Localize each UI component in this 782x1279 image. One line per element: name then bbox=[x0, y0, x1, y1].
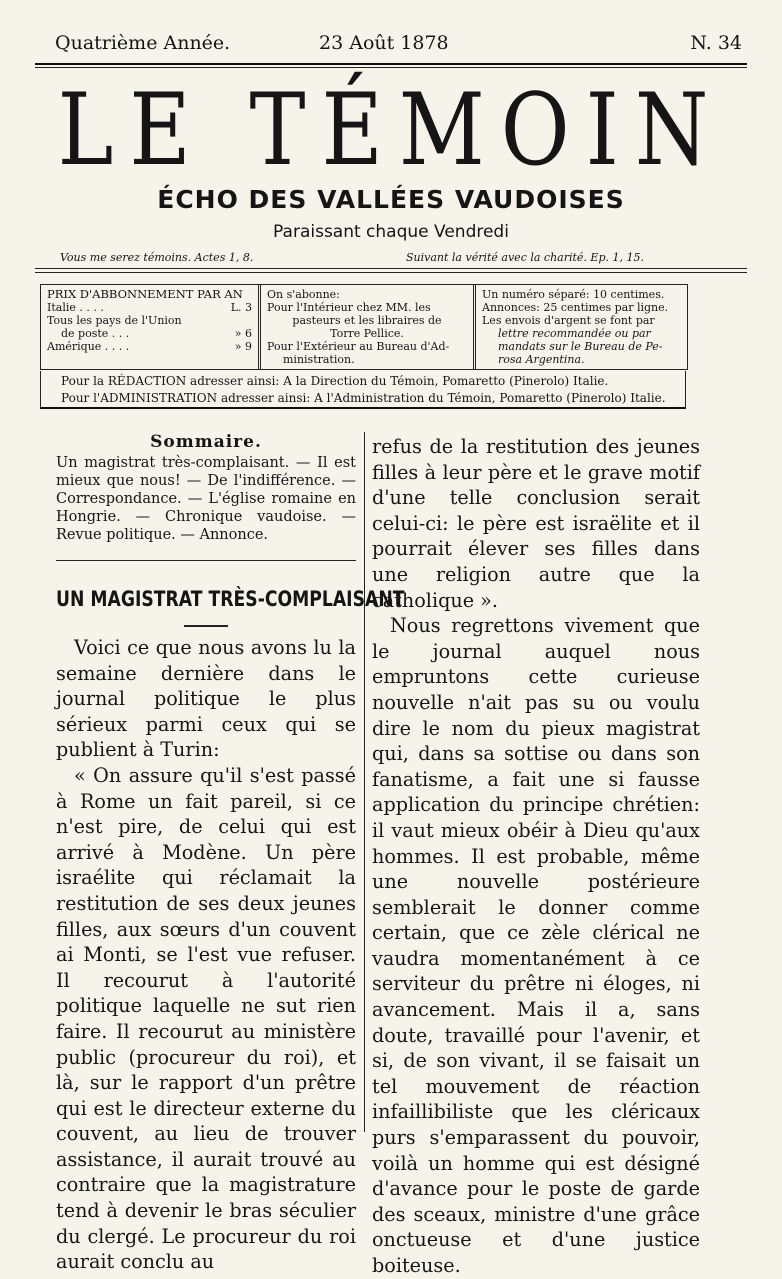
address-redaction: Pour la RÉDACTION adresser ainsi: A la Direction du Témoin, Pomaretto (Pinerolo) Italie. bbox=[61, 374, 609, 388]
sommaire-text: Un magistrat très-complaisant. — Il est mieux que nous! — De l'indifférence. — Correspondance. — L'église romaine en Hongrie. — Chronique vaudoise. — Revue politique. — Annonce. bbox=[56, 455, 356, 543]
article-paragraph: Voici ce que nous avons lu la semaine dernière dans le journal politique le plus sérieux parmi ceux qui se publient à Turin: bbox=[56, 636, 356, 762]
rates-line: Annonces: 25 centimes par ligne. bbox=[482, 301, 669, 314]
subscribe-line: On s'abonne: bbox=[267, 288, 340, 301]
subscription-box bbox=[40, 284, 688, 370]
subscribe-line: ministration. bbox=[283, 353, 355, 366]
article-paragraph: Nous regrettons vivement que le journal auquel nous empruntons cette curieuse nouvelle n'ait pas su ou voulu dire le nom du pieux magistrat qui, dans sa sottise ou dans son fanatisme, a fait une si fausse application du principe chrétien: il vaut mieux obéir à Dieu qu'aux hommes. Il est probable, même une nouvelle postérieure semblerait le donner comme certain, que ce zèle clérical ne vaudra momentanément à ce serviteur du prêtre ni éloges, ni avancement. Mais il a, sans doute, travaillé pour l'avenir, et si, de son vivant, il se faisait un tel mouvement de réaction infaillibiliste que les cléricaux purs s'emparassent du pouvoir, voilà un homme qui est désigné d'avance pour le poste de garde des sceaux, ministre d'une grâce onctueuse et d'une justice boiteuse. bbox=[372, 614, 700, 1277]
rates-line: rosa Argentina. bbox=[498, 353, 585, 366]
price-label: Italie . . . . bbox=[47, 301, 104, 314]
rates-line: lettre recommandée ou par bbox=[498, 327, 651, 340]
article-paragraph: refus de la restitution des jeunes filles à leur père et le grave motif d'une telle conclusion serait celui-ci: le père est israëlite et il pourrait élever ses filles dans une religion autre que la catholique ». bbox=[372, 435, 700, 612]
price-title: PRIX D'ABBONNEMENT PAR AN bbox=[47, 287, 243, 301]
rates-column bbox=[476, 285, 687, 369]
price-row bbox=[47, 327, 252, 340]
price-label: de poste . . . bbox=[61, 327, 130, 340]
motto-right: Suivant la vérité avec la charité. Ep. 1, 15. bbox=[406, 251, 644, 264]
subscribe-line: pasteurs et les libraires de bbox=[292, 314, 442, 327]
price-value: » 6 bbox=[234, 327, 252, 340]
price-row bbox=[47, 340, 252, 353]
address-administration: Pour l'ADMINISTRATION adresser ainsi: A l'Administration du Témoin, Pomaretto (Pinerolo) Italie. bbox=[61, 391, 666, 405]
masthead: LE TÉMOIN bbox=[57, 71, 725, 188]
rates-line: Un numéro séparé: 10 centimes. bbox=[482, 288, 665, 301]
sommaire-title: Sommaire. bbox=[150, 432, 262, 452]
price-value: L. 3 bbox=[230, 301, 252, 314]
motto-rule-2 bbox=[35, 272, 747, 273]
frequency-line: Paraissant chaque Vendredi bbox=[273, 222, 509, 242]
article-body-right bbox=[372, 434, 700, 1279]
top-rule bbox=[35, 63, 747, 65]
subscribe-line: Pour l'Extérieur au Bureau d'Ad- bbox=[267, 340, 450, 353]
motto-rule bbox=[35, 268, 747, 269]
price-column bbox=[41, 285, 261, 369]
price-value: » 9 bbox=[234, 340, 252, 353]
column-divider bbox=[364, 432, 365, 1132]
price-row bbox=[47, 314, 252, 327]
subscribe-line: Pour l'Intérieur chez MM. les bbox=[267, 301, 431, 314]
price-label: Tous les pays de l'Union bbox=[47, 314, 182, 327]
address-box bbox=[40, 371, 686, 409]
rates-line: Les envois d'argent se font par bbox=[482, 314, 655, 327]
subscribe-column bbox=[261, 285, 476, 369]
left-column bbox=[56, 432, 405, 1275]
article-body-left bbox=[56, 635, 356, 1275]
subscribe-line: Torre Pellice. bbox=[330, 327, 404, 340]
title-rule bbox=[184, 625, 228, 627]
issue-line bbox=[55, 32, 742, 56]
article-title: UN MAGISTRAT TRÈS-COMPLAISANT bbox=[56, 587, 405, 611]
issue-year: Quatrième Année. bbox=[55, 32, 231, 54]
section-rule bbox=[56, 560, 356, 561]
price-label: Amérique . . . . bbox=[47, 340, 130, 353]
price-row bbox=[47, 301, 252, 314]
article-paragraph: « On assure qu'il s'est passé à Rome un fait pareil, si ce n'est pire, de celui qui est arrivé à Modène. Un père israélite qui réclamait la restitution de ses deux jeunes filles, aux sœurs d'un couvent ai Monti, se l'est vue refuser. Il recourut à l'autorité politique laquelle ne sut rien faire. Il recourut au ministère public (procureur du roi), et là, sur le rapport d'un prêtre qui est le directeur externe du couvent, au lieu de trouver assistance, il aurait trouvé au contraire que la magistrature tend à devenir le bras séculier du clergé. Le procureur du roi aurait conclu au bbox=[56, 763, 356, 1274]
motto-left: Vous me serez témoins. Actes 1, 8. bbox=[60, 251, 254, 264]
rates-line: mandats sur le Bureau de Pe- bbox=[498, 340, 663, 353]
issue-number: N. 34 bbox=[690, 32, 742, 54]
top-rule-thin bbox=[35, 67, 747, 68]
subtitle: ÉCHO DES VALLÉES VAUDOISES bbox=[157, 185, 625, 214]
right-column bbox=[372, 434, 700, 1279]
issue-date: 23 Août 1878 bbox=[319, 32, 449, 54]
